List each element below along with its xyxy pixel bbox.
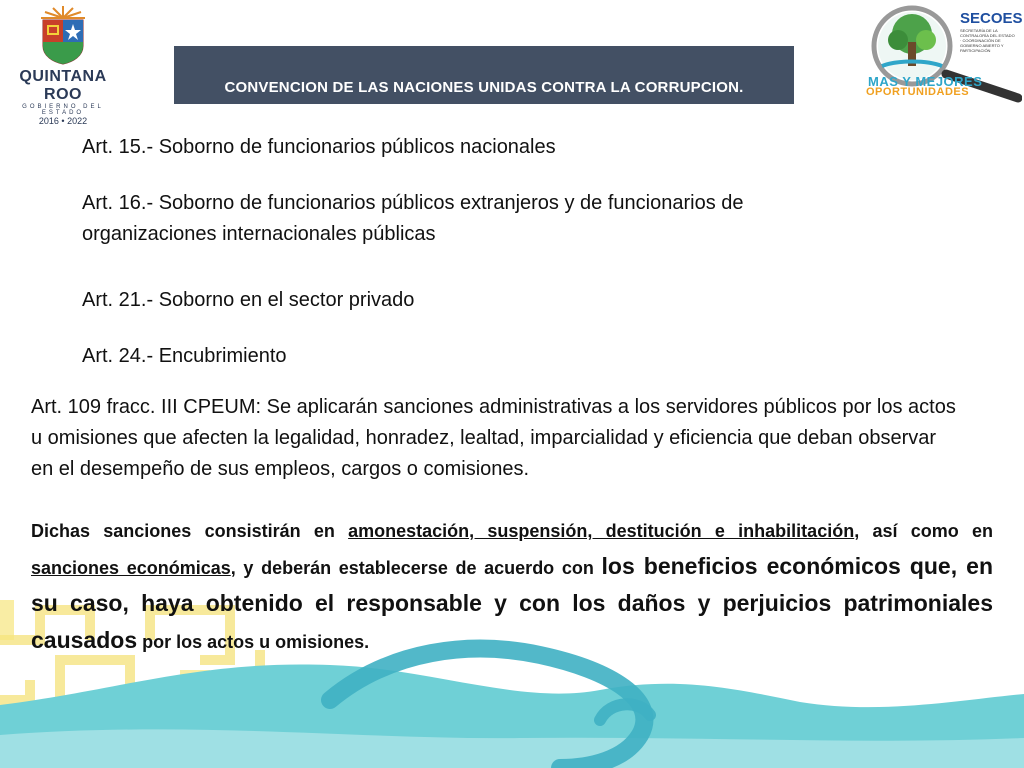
- economic-sanctions: sanciones económicas: [31, 558, 231, 578]
- title-banner: [174, 46, 794, 104]
- article-21: Art. 21.- Soborno en el sector privado: [82, 289, 415, 311]
- teal-wave: [0, 664, 1024, 768]
- article-16: Art. 16.- Soborno de funcionarios públicos extranjeros y de funcionarios de organizaciones internacionales públicas: [82, 192, 744, 245]
- coat-of-arms-icon: [33, 4, 93, 66]
- logo-years: 2016 • 2022: [38, 116, 88, 126]
- sanctions-text-2: , así como en: [854, 521, 993, 541]
- swirl-decoration: [330, 649, 644, 768]
- sanctions-text-1: Dichas sanciones consistirán en: [31, 521, 349, 541]
- sanctions-types: amonestación, suspensión, destitución e inhabilitación: [348, 521, 855, 541]
- logo-name: QUINTANA ROO: [19, 68, 107, 103]
- sanctions-text-4: por los actos u omisiones.: [137, 632, 370, 652]
- tagline-2: OPORTUNIDADES: [866, 86, 970, 98]
- secoes-brand: SECOES: [960, 10, 1023, 27]
- logo-subtitle: GOBIERNO DEL ESTADO: [22, 104, 104, 116]
- secoes-brand-subtitle: SECRETARÍA DE LA CONTRALORÍA DEL ESTADO · COORDINACIÓN DE GOBIERNO ABIERTO Y PARTICIPACIÓN: [960, 28, 1015, 53]
- sanctions-emphasis: los beneficios económicos que, en su caso, haya obtenido el responsable y con los daños y perjuicios patrimoniales causados: [31, 553, 993, 653]
- page-title: CONVENCION DE LAS NACIONES UNIDAS CONTRA LA CORRUPCION.: [224, 79, 744, 96]
- sanctions-paragraph: [31, 514, 993, 660]
- teal-wave-light: [0, 729, 1024, 768]
- secoes-logo: [862, 2, 1022, 110]
- tagline-1: MAS Y MEJORES: [868, 74, 983, 89]
- article-24: Art. 24.- Encubrimiento: [82, 345, 287, 367]
- swirl-decoration-inner: [600, 704, 650, 720]
- quintana-roo-logo: [8, 4, 118, 126]
- article-15: Art. 15.- Soborno de funcionarios públicos nacionales: [82, 136, 556, 158]
- cpeum-paragraph: Art. 109 fracc. III CPEUM: Se aplicarán sanciones administrativas a los servidores públicos por los actos u omisiones que afecten la legalidad, honradez, lealtad, imparcialidad y eficiencia que deban observar en el desempeño de sus empleos, cargos o comisiones.: [31, 396, 956, 480]
- sanctions-text-3: , y deberán establecerse de acuerdo con: [230, 558, 602, 578]
